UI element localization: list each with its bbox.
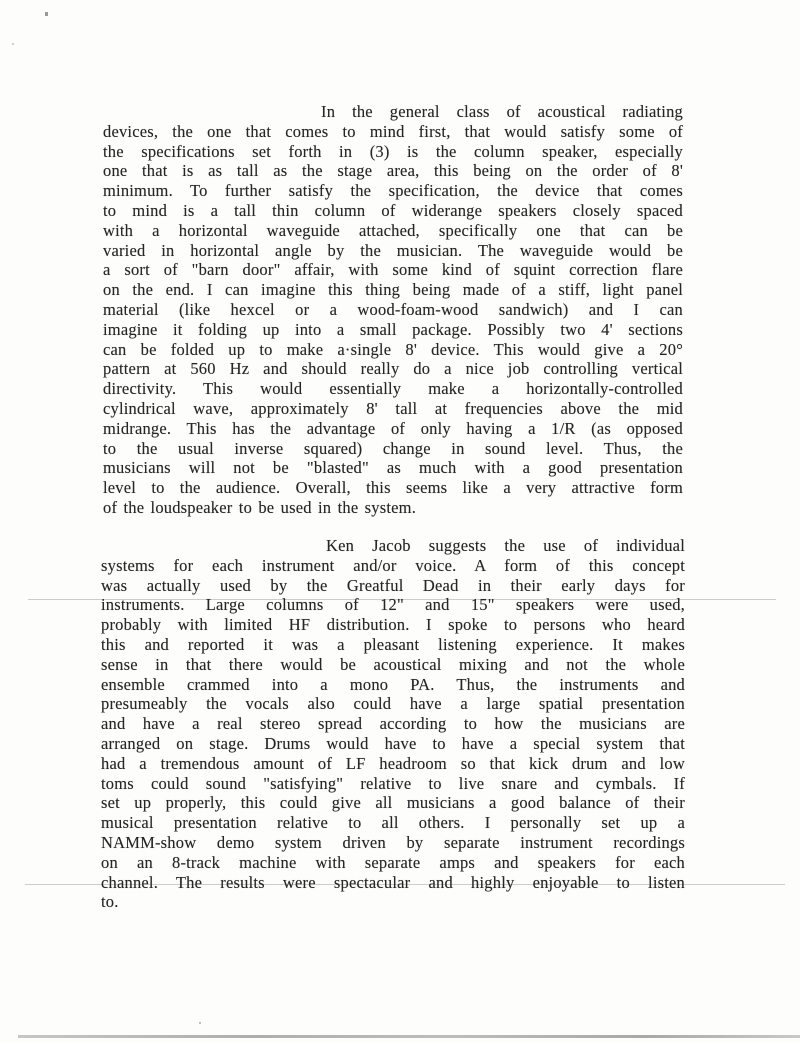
text-line: musicians will not be "blasted" as much with a good presentation: [103, 458, 683, 478]
text-line: sense in that there would be acoustical mixing and not the whole: [101, 654, 685, 674]
text-line: the specifications set forth in (3) is the column speaker, especially: [103, 141, 683, 161]
text-line: to the usual inverse squared) change in sound level. Thus, the: [103, 438, 683, 458]
text-line: level to the audience. Overall, this seems like a very attractive form: [103, 478, 683, 498]
text-line: imagine it folding up into a small package. Possibly two 4' sections: [103, 319, 683, 339]
text-line: to.: [101, 892, 119, 912]
text-line: with a horizontal waveguide attached, specifically one that can be: [103, 220, 683, 240]
text-line: had a tremendous amount of LF headroom so that kick drum and low: [101, 753, 685, 773]
text-line: directivity. This would essentially make a horizontally-controlled: [103, 379, 683, 399]
scan-speck: [12, 43, 14, 45]
text-line: of the loudspeaker to be used in the system.: [103, 497, 417, 517]
scan-artifact-bottom-edge: [18, 1035, 800, 1038]
text-line: pattern at 560 Hz and should really do a nice job controlling vertical: [103, 359, 683, 379]
text-line: musical presentation relative to all others. I personally set up a: [101, 813, 685, 833]
text-line: can be folded up to make a·single 8' device. This would give a 20°: [103, 339, 683, 359]
paragraph-2: [101, 536, 685, 912]
text-line: cylindrical wave, approximately 8' tall at frequencies above the mid: [103, 398, 683, 418]
scan-speck: [199, 1022, 201, 1024]
text-line: one that is as tall as the stage area, this being on the order of 8': [103, 161, 683, 181]
text-line: a sort of "barn door" affair, with some kind of squint correction flare: [103, 260, 683, 280]
text-line: minimum. To further satisfy the specification, the device that comes: [103, 181, 683, 201]
text-line: material (like hexcel or a wood-foam-wood sandwich) and I can: [103, 299, 683, 319]
scan-speck: [45, 12, 48, 16]
text-line: midrange. This has the advantage of only having a 1/R (as opposed: [103, 418, 683, 438]
text-line: instruments. Large columns of 12" and 15" speakers were used,: [101, 595, 685, 615]
paragraph-1: [103, 102, 683, 518]
text-line: ensemble crammed into a mono PA. Thus, the instruments and: [101, 674, 685, 694]
text-line: on the end. I can imagine this thing being made of a stiff, light panel: [103, 280, 683, 300]
text-line: arranged on stage. Drums would have to have a special system that: [101, 733, 685, 753]
text-line: toms could sound "satisfying" relative to live snare and cymbals. If: [101, 773, 685, 793]
text-line: systems for each instrument and/or voice. A form of this concept: [101, 555, 685, 575]
text-line: In the general class of acoustical radiating: [321, 102, 683, 121]
text-line: to mind is a tall thin column of widerange speakers closely spaced: [103, 200, 683, 220]
text-line: presumeably the vocals also could have a large spatial presentation: [101, 694, 685, 714]
text-line: and have a real stereo spread according to how the musicians are: [101, 714, 685, 734]
text-line: channel. The results were spectacular and highly enjoyable to listen: [101, 872, 685, 892]
text-line: set up properly, this could give all musicians a good balance of their: [101, 793, 685, 813]
text-line: varied in horizontal angle by the musician. The waveguide would be: [103, 240, 683, 260]
text-line: on an 8-track machine with separate amps and speakers for each: [101, 852, 685, 872]
text-line: NAMM-show demo system driven by separate instrument recordings: [101, 832, 685, 852]
text-line: was actually used by the Greatful Dead in their early days for: [101, 575, 685, 595]
text-line: devices, the one that comes to mind first, that would satisfy some of: [103, 121, 683, 141]
text-line: Ken Jacob suggests the use of individual: [326, 536, 685, 555]
text-line: this and reported it was a pleasant listening experience. It makes: [101, 634, 685, 654]
text-line: probably with limited HF distribution. I spoke to persons who heard: [101, 615, 685, 635]
